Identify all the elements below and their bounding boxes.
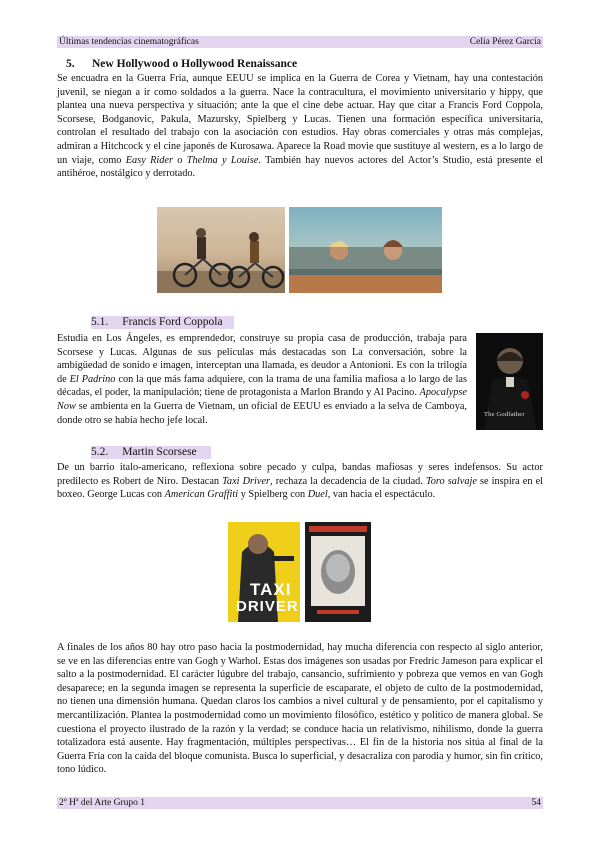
taxi-driver-title-1: TAXI bbox=[250, 580, 292, 599]
section-5-2-paragraph: De un barrio italo-americano, reflexiona sobre pecado y culpa, bandas mafiosas y seres indefensos. Su actor predilecto es Robert de Niro. Destacan Taxi Driver, rechaza la decadencia de la ciudad. Toro salvaje se inspira en el boxeo. George Lucas con American Graffiti y Spielberg con Duel, van hacia el espectáculo. bbox=[57, 462, 543, 501]
footer-course: 2º Hª del Arte Grupo 1 bbox=[59, 798, 146, 808]
header-author: Celia Pérez García bbox=[469, 37, 541, 47]
section-5-2-heading bbox=[91, 446, 211, 459]
section-5-2-title: Martin Scorsese bbox=[122, 446, 197, 458]
taxi-driver-poster bbox=[228, 522, 300, 622]
page-number: 54 bbox=[531, 798, 541, 808]
godfather-poster bbox=[476, 333, 543, 430]
closing-paragraph: A finales de los años 80 hay otro paso hacia la postmodernidad, hay mucha diferencia con respecto al siglo anterior, se ve en las diferencias entre van Gogh y Warhol. Estas dos imágenes son usadas por Fredric Jameson para explicar el salto a la postmodernidad. El carácter lúgubre del trabajo, cansancio, sufrimiento y pobreza que vemos en van Gogh desaparece; en la segunda imagen se representa la superficie de escaparate, el objeto de culto de la postmodernidad, no tienen una dimensión humana. Quedan claros los cambios a nivel cultural y de pensamiento, por el capitalismo y mercantilización. Plantea la postmodernidad como un movimiento filosófico, estético y político de manera global. Se cuestiona el proyecto ilustrado de la razón y la verdad; se conduce hacia un relativismo, nihilismo, donde la guerra totalizadora está ausente. Hay fragmentación, múltiples perspectivas… El fin de la historia nos sitúa al final de la Guerra Fría con la caída del bloque comunista. Busca lo superficial, y desacraliza con parodia y humor, sin fin crítico, tono lúdico. bbox=[57, 642, 543, 776]
thelma-louise-photo bbox=[289, 207, 442, 293]
section-5-1-title: Francis Ford Coppola bbox=[122, 316, 223, 328]
section-5-1-number: 5.1. bbox=[91, 316, 109, 328]
page-header bbox=[57, 36, 543, 48]
section-5-2-number: 5.2. bbox=[91, 446, 109, 458]
header-title: Últimas tendencias cinematográficas bbox=[59, 37, 199, 47]
section-5-1-heading bbox=[91, 316, 234, 329]
section-5-paragraph: Se encuadra en la Guerra Fría, aunque EEUU se implica en la Guerra de Corea y Vietnam, hay una contestación juvenil, se niegan a ir como soldados a la guerra. Nace la contracultura, el movimiento universitario y hippy, que plantea una nueva perspectiva y situación; ante la que el cine debe actuar. Hay que citar a Francis Ford Coppola, Scorsese, Bodganovic, Pakula, Mazursky, Spielberg y Lucas. Tienen una formación específica universitaria, controlan el resultado del trabajo con la asociación con estudios. Hay obras comerciales y otras más complejas, admiran a Hitchcock y el cine japonés de Kurosawa. Aparece la Road movie que sustituye al western, es a lo largo de un viaje, como Easy Rider o Thelma y Louise. También hay nuevos actores del Actor’s Studio, está presente el antihéroe, nostálgico y derrotado. bbox=[57, 73, 544, 180]
godfather-poster-title: The Godfather bbox=[484, 411, 525, 418]
raging-bull-poster bbox=[305, 522, 371, 622]
section-5-1-paragraph: Estudia en Los Ángeles, es emprendedor, construye su propia casa de producción, trabaja para Scorsese y Lucas. Algunas de sus películas más destacadas son La conversación, sobre la ambigüedad de sonido e imagen, interceptan una llamada, es deudor a Antonioni. Es con la trilogía de El Padrino con la que más fama adquiere, con la trama de una familia mafiosa a lo largo de las décadas, el poder, la manipulación; tiene de protagonista a Marlon Brando y Al Pacino. Apocalypse Now se ambienta en la Guerra de Vietnam, un oficial de EEUU es enviado a la selva de Camboya, donde otro se había hecho jefe local. bbox=[57, 333, 468, 426]
taxi-driver-title-2: DRIVER bbox=[236, 598, 299, 615]
section-5-title: New Hollywood o Hollywood Renaissance bbox=[92, 58, 298, 70]
page-footer bbox=[57, 797, 543, 809]
easy-rider-photo bbox=[157, 207, 285, 293]
section-5-number: 5. bbox=[66, 58, 75, 70]
